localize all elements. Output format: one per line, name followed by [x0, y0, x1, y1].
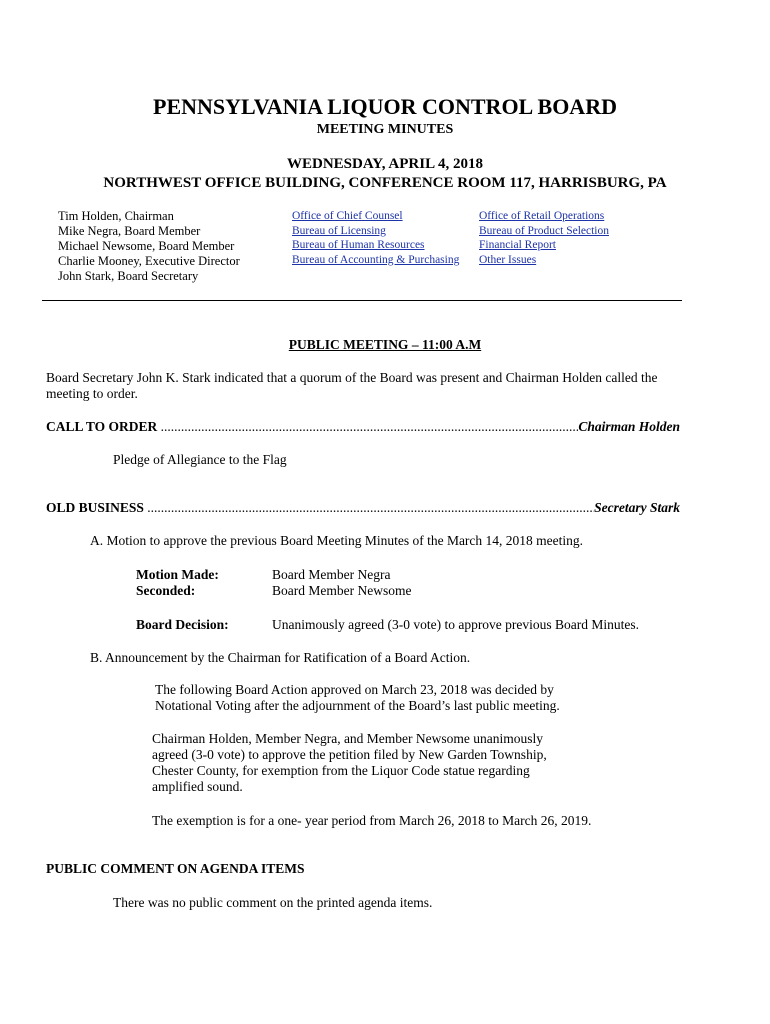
call-to-order-label: CALL TO ORDER .....	[46, 419, 578, 435]
motion-made-value: Board Member Negra	[272, 567, 391, 582]
board-decision-label: Board Decision:	[136, 617, 229, 632]
link-bureau-of-accounting-purchasing[interactable]: Bureau of Accounting & Purchasing	[292, 253, 460, 266]
motion-made-label: Motion Made:	[136, 567, 219, 582]
meeting-intro: Board Secretary John K. Stark indicated that a quorum of the Board was present and Chairman Holden called the meeting to order.	[46, 370, 658, 401]
seconded-value: Board Member Newsome	[272, 583, 412, 598]
old-business-label: OLD BUSINESS .....	[46, 500, 594, 516]
link-bureau-of-product-selection[interactable]: Bureau of Product Selection	[479, 224, 609, 237]
link-bureau-of-licensing[interactable]: Bureau of Licensing	[292, 224, 386, 237]
board-members-list	[58, 209, 240, 284]
ratification-paragraph-1: The following Board Action approved on March 23, 2018 was decided by Notational Voting after the adjournment of the Board’s last public meeting.	[155, 682, 560, 713]
pledge-item: Pledge of Allegiance to the Flag	[113, 452, 287, 467]
public-comment-heading: PUBLIC COMMENT ON AGENDA ITEMS	[46, 861, 305, 876]
document-subtitle: MEETING MINUTES	[316, 122, 454, 137]
ratification-paragraph-2: Chairman Holden, Member Negra, and Member Newsome unanimously agreed (3-0 vote) to approve the petition filed by New Garden Township, Chester County, for exemption from the Liquor Code statue regarding amplified sound.	[152, 731, 547, 794]
ratification-paragraph-3: The exemption is for a one- year period from March 26, 2018 to March 26, 2019.	[152, 813, 592, 828]
board-decision-value: Unanimously agreed (3-0 vote) to approve previous Board Minutes.	[272, 617, 640, 632]
member-item: Michael Newsome, Board Member	[58, 239, 235, 253]
links-column-2	[479, 209, 609, 267]
old-business-section	[46, 500, 680, 516]
links-column-1	[292, 209, 459, 267]
member-item: John Stark, Board Secretary	[58, 269, 199, 283]
call-to-order-section	[46, 419, 680, 435]
seconded-label: Seconded:	[136, 583, 196, 598]
member-item: Mike Negra, Board Member	[58, 224, 201, 238]
link-office-of-retail-operations[interactable]: Office of Retail Operations	[479, 210, 605, 222]
member-item: Tim Holden, Chairman	[58, 209, 174, 223]
public-meeting-heading: PUBLIC MEETING – 11:00 A.M	[288, 337, 482, 352]
public-comment-text: There was no public comment on the printed agenda items.	[113, 895, 433, 910]
link-other-issues[interactable]: Other Issues	[479, 253, 537, 266]
meeting-date: WEDNESDAY, APRIL 4, 2018	[286, 156, 484, 172]
document-title: PENNSYLVANIA LIQUOR CONTROL BOARD	[153, 94, 617, 119]
member-item: Charlie Mooney, Executive Director	[58, 254, 240, 268]
link-financial-report[interactable]: Financial Report	[479, 239, 556, 251]
old-business-presenter: Secretary Stark	[594, 500, 680, 515]
old-business-item-a: A. Motion to approve the previous Board Meeting Minutes of the March 14, 2018 meeting.	[90, 533, 584, 548]
call-to-order-presenter: Chairman Holden	[578, 419, 680, 434]
meeting-location: NORTHWEST OFFICE BUILDING, CONFERENCE ROOM 117, HARRISBURG, PA	[103, 175, 667, 191]
header-divider	[42, 300, 682, 301]
old-business-item-b: B. Announcement by the Chairman for Ratification of a Board Action.	[90, 650, 471, 665]
link-bureau-of-human-resources[interactable]: Bureau of Human Resources	[292, 239, 425, 251]
link-office-of-chief-counsel[interactable]: Office of Chief Counsel	[292, 210, 403, 222]
